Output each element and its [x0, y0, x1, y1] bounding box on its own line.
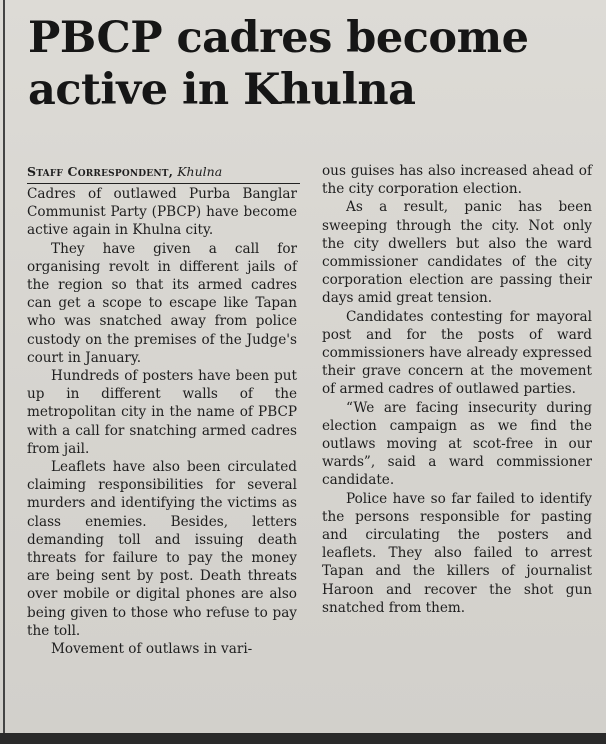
paragraph: Movement of outlaws in vari- [51, 641, 253, 658]
page-edge-band [0, 733, 606, 744]
paragraph: Leaflets have also been circulated claiming responsibilities for several murders and identifying the victims as class enemies. Besides, letters demanding toll and issuing death threats for failure to pay the money are being sent by post. Death threats over mobile or digital phones are also being given to those who refuse to pay the toll. [27, 459, 297, 639]
paragraph: “We are facing insecurity during election campaign as we find the outlaws moving at scot-free in our wards”, said a ward commissioner candidate. [322, 399, 592, 489]
column-rule [3, 0, 5, 744]
paragraph: Cadres of outlawed Purba Banglar Communist Party (PBCP) have become active again in Khulna city. [27, 186, 297, 239]
headline: PBCP cadres become active in Khulna [28, 13, 529, 115]
paragraph: Police have so far failed to identify the persons responsible for pasting and circulating the posters and leaflets. They also failed to arrest Tapan and the killers of journalist Haroon and recover the shot gun snatched from them. [322, 490, 592, 616]
paragraph: ous guises has also increased ahead of the city corporation election. [322, 163, 592, 198]
byline-place: Khulna [177, 164, 223, 179]
article-column-right [322, 162, 592, 617]
paragraph: As a result, panic has been sweeping through the city. Not only the city dwellers but also the ward commissioner candidates of the city corporation election are passing their days amid great tension. [322, 199, 592, 307]
paragraph: They have given a call for organising revolt in different jails of the region so that its armed cadres can get a scope to escape like Tapan who was snatched away from police custody on the premises of the Judge's court in January. [27, 240, 297, 366]
paragraph: Hundreds of posters have been put up in different walls of the metropolitan city in the name of PBCP with a call for snatching armed cadres from jail. [27, 368, 297, 457]
article-column-left [27, 185, 297, 658]
byline-staff: Staff Correspondent, [27, 164, 174, 179]
paragraph: Candidates contesting for mayoral post and for the posts of ward commissioners have already expressed their grave concern at the movement of armed cadres of outlawed parties. [322, 308, 592, 398]
byline [27, 163, 300, 184]
